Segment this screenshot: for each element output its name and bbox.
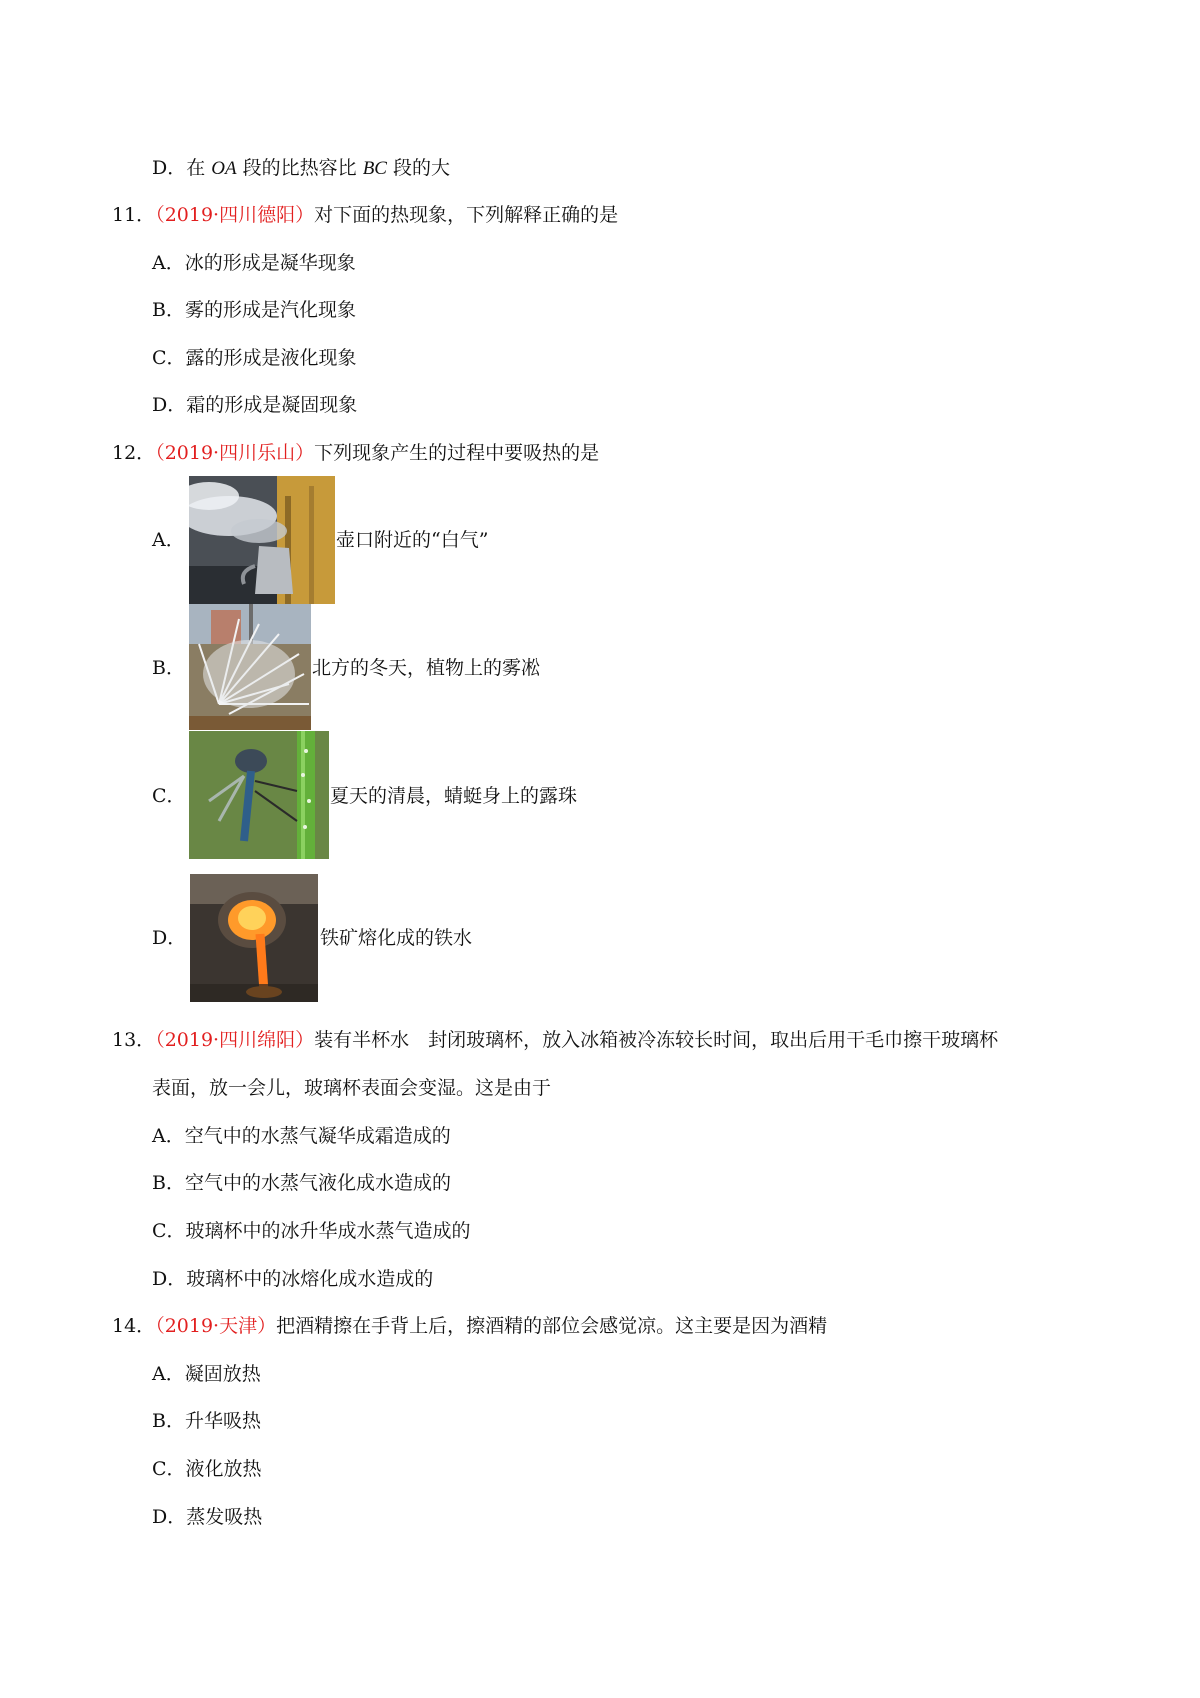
question-12-option-a-letter: A． (152, 529, 185, 551)
question-13-option-a: A．空气中的水蒸气凝华成霜造成的 (152, 1125, 451, 1147)
question-14-option-c: C．液化放热 (152, 1458, 262, 1480)
question-11-stem: 11．（2019·四川德阳）对下面的热现象，下列解释正确的是 (112, 204, 619, 226)
question-13-option-b: B．空气中的水蒸气液化成水造成的 (152, 1172, 451, 1194)
question-12-option-b-letter: B． (152, 657, 185, 679)
question-12-option-d-text: 铁矿熔化成的铁水 (320, 927, 473, 949)
question-13-stem-line1: 13．（2019·四川绵阳）装有半杯水 封闭玻璃杯，放入冰箱被冷冻较长时间，取出后用干毛巾擦干玻璃杯 (112, 1029, 999, 1051)
kettle-steam-image (189, 476, 335, 604)
question-11-option-b: B．雾的形成是汽化现象 (152, 299, 356, 321)
molten-iron-image (190, 874, 318, 1002)
question-13-option-d: D．玻璃杯中的冰熔化成水造成的 (152, 1268, 434, 1290)
question-14-option-b: B．升华吸热 (152, 1410, 261, 1432)
question-12-stem: 12．（2019·四川乐山）下列现象产生的过程中要吸热的是 (112, 442, 600, 464)
question-11-option-d: D．霜的形成是凝固现象 (152, 394, 358, 416)
question-12-option-b-text: 北方的冬天，植物上的雾凇 (312, 657, 541, 679)
question-11-option-a: A．冰的形成是凝华现象 (152, 252, 356, 274)
prev-option-d: D．在 OA 段的比热容比 BC 段的大 (152, 157, 451, 179)
question-source: （2019·四川绵阳） (155, 1029, 315, 1051)
question-13-option-c: C．玻璃杯中的冰升华成水蒸气造成的 (152, 1220, 471, 1242)
question-14-option-d: D．蒸发吸热 (152, 1506, 263, 1528)
question-number: 13． (112, 1029, 156, 1051)
option-letter: D． (152, 157, 187, 179)
question-12-option-c-letter: C． (152, 785, 186, 807)
question-12-option-d-letter: D． (152, 927, 187, 949)
question-number: 11． (112, 204, 156, 226)
question-11-option-c: C．露的形成是液化现象 (152, 347, 357, 369)
question-source: （2019·天津） (155, 1315, 277, 1337)
question-14-option-a: A．凝固放热 (152, 1363, 261, 1385)
dragonfly-dew-image (189, 731, 329, 859)
question-12-option-a-text: 壶口附近的“白气” (336, 529, 489, 551)
question-source: （2019·四川德阳） (155, 204, 315, 226)
question-number: 14． (112, 1315, 156, 1337)
question-12-option-c-text: 夏天的清晨，蜻蜓身上的露珠 (330, 785, 578, 807)
rime-plant-image (189, 604, 311, 730)
question-number: 12． (112, 442, 156, 464)
question-13-stem-line2: 表面，放一会儿，玻璃杯表面会变湿。这是由于 (152, 1077, 552, 1099)
question-14-stem: 14．（2019·天津）把酒精擦在手背上后，擦酒精的部位会感觉凉。这主要是因为酒精 (112, 1315, 828, 1337)
question-source: （2019·四川乐山） (155, 442, 315, 464)
